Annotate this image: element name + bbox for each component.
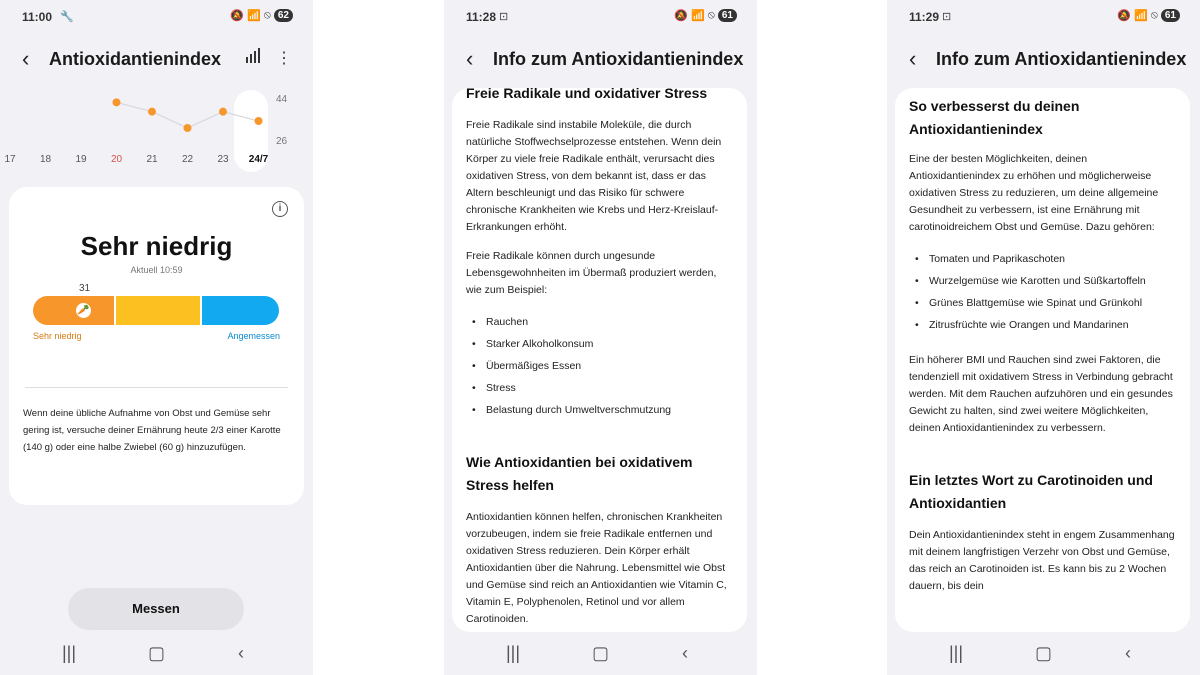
paragraph: Antioxidantien können helfen, chronischen Krankheiten vorzubeugen, indem sie freie Radikale entfernen und oxidativen Stress reduzieren. Dein Körper erhält Antioxidantien über die Nahrung. Lebensmittel wie Obst und Gemüse sind reich an Antioxidantien wie Vitamin C, Vitamin E, Polyphenolen, Retinol und vor allem Carotinoiden. (466, 511, 727, 625)
divider (25, 387, 288, 388)
screen-info-2 (887, 0, 1200, 675)
scale-label-high: Angemessen (227, 331, 280, 341)
back-button[interactable]: ‹ (22, 46, 30, 71)
status-time: 11:29 (909, 10, 940, 24)
signal-bars-icon[interactable] (244, 48, 260, 69)
paragraph: Dein Antioxidantienindex steht in engem Zusammenhang mit deinem langfristigen Verzehr von Obst und Gemüse, das reich an Carotinoiden ist. Es kann bis zu 2 Wochen dauern, bis dein (909, 529, 1175, 592)
recents-icon[interactable]: ||| (62, 643, 77, 663)
score-value: 31 (79, 283, 91, 294)
day-label[interactable]: 17 (4, 154, 16, 165)
paragraph: Eine der besten Möglichkeiten, deinen Antioxidantienindex zu erhöhen und möglicherweise oxidativen Stress zu reduzieren, um deine allgemeine Gesundheit zu verbessern, ist eine Ernährung mit carotinoidreichem Obst und Gemüse. Dazu gehören: (909, 153, 1159, 233)
section-title: Wie Antioxidantien bei oxidativem Stress helfen (466, 454, 693, 493)
home-icon[interactable]: ▢ (592, 643, 610, 663)
list-item: • Übermäßiges Essen (472, 355, 733, 377)
dnd-icon: ⦸ (1150, 9, 1158, 21)
nav-back-icon[interactable]: ‹ (682, 643, 688, 663)
system-nav-bar (0, 635, 313, 675)
screenshot-icon: ⊡ (499, 11, 509, 23)
screen-antioxidant-index (0, 0, 313, 675)
paragraph: Ein höherer BMI und Rauchen sind zwei Faktoren, die tendenziell mit oxidativem Stress in Verbindung gebracht werden. Mit dem Rauchen aufzuhören und ein gesundes Gewicht zu halten, sind zwei weitere Möglichkeiten, deinen Antioxidantienindex zu verbessern. (909, 354, 1173, 434)
home-icon[interactable]: ▢ (148, 643, 166, 663)
scale-segment-adequate (202, 296, 279, 325)
food-list (909, 248, 1176, 336)
list-item: • Grünes Blattgemüse wie Spinat und Grünkohl (915, 292, 1176, 314)
day-label[interactable]: 19 (75, 154, 87, 165)
status-bar (22, 8, 293, 26)
wifi-icon: 📶 (246, 10, 261, 22)
info-icon[interactable]: i (272, 201, 288, 217)
recents-icon[interactable]: ||| (506, 643, 521, 663)
trend-point[interactable] (148, 108, 156, 116)
battery-indicator: 61 (1161, 9, 1180, 22)
dnd-icon: ⦸ (707, 9, 715, 21)
mute-icon: 🔕 (1117, 10, 1131, 22)
page-title: Info zum Antioxidantienindex (493, 49, 744, 69)
paragraph: Freie Radikale können durch ungesunde Lebensgewohnheiten im Übermaß produziert werden, wie zum Beispiel: (466, 250, 717, 296)
nav-back-icon[interactable]: ‹ (1125, 643, 1131, 663)
status-time: 11:28 (466, 10, 497, 24)
system-nav-bar (444, 635, 757, 675)
info-content[interactable] (452, 88, 747, 632)
page-title: Antioxidantienindex (49, 49, 222, 69)
day-label[interactable]: 23 (217, 154, 229, 165)
recents-icon[interactable]: ||| (949, 643, 964, 663)
updated-time: Aktuell 10:59 (130, 265, 183, 275)
section-title: Freie Radikale und oxidativer Stress (466, 88, 708, 101)
screen-info-1 (444, 0, 757, 675)
back-button[interactable]: ‹ (909, 46, 917, 71)
y-tick-bottom: 26 (276, 136, 288, 147)
section-title: Ein letztes Wort zu Carotinoiden und Antioxidantien (909, 472, 1153, 511)
mute-icon: 🔕 (230, 10, 244, 22)
battery-indicator: 62 (274, 9, 293, 22)
mute-icon: 🔕 (674, 10, 688, 22)
advice-text: Wenn deine übliche Aufnahme von Obst und Gemüse sehr gering ist, versuche deiner Ernährung heute 2/3 einer Karotte (140 g) oder eine halbe Zwiebel (60 g) hinzuzufügen. (23, 408, 281, 453)
wifi-icon: 📶 (1133, 10, 1148, 22)
trend-point[interactable] (113, 98, 121, 106)
carrot-marker-icon: 🥕 (73, 300, 94, 321)
app-header (444, 46, 757, 74)
day-label[interactable]: 21 (146, 154, 158, 165)
trend-point[interactable] (219, 108, 227, 116)
system-nav-bar (887, 635, 1200, 675)
index-card (9, 187, 304, 505)
list-item: • Starker Alkoholkonsum (472, 333, 733, 355)
scale-segment-mid (116, 296, 199, 325)
paragraph: Freie Radikale sind instabile Moleküle, die durch natürliche Stoffwechselprozesse entstehen. Wenn dein Körper zu viele freie Radikale enthält, verursacht dies oxidativen Stress, von dem bekannt ist, dass er das Altern beschleunigt und das Risiko für schwere chronische Krankheiten wie Krebs und Herz-Kreislauf-Erkrankungen erhöht. (466, 119, 722, 233)
screenshot-icon: ⊡ (942, 11, 952, 23)
dnd-icon: ⦸ (263, 9, 271, 21)
wrench-icon: 🔧 (60, 11, 74, 23)
app-header (0, 46, 313, 74)
list-item: • Wurzelgemüse wie Karotten und Süßkartoffeln (915, 270, 1176, 292)
risk-list (466, 311, 733, 421)
day-label[interactable]: 20 (110, 154, 123, 165)
day-label[interactable]: 22 (181, 154, 194, 165)
measure-button[interactable]: Messen (68, 588, 244, 630)
app-header (887, 46, 1200, 74)
scale-label-low: Sehr niedrig (33, 331, 82, 341)
list-item: • Zitrusfrüchte wie Orangen und Mandarinen (915, 314, 1176, 336)
back-button[interactable]: ‹ (466, 46, 474, 71)
trend-point[interactable] (184, 124, 192, 132)
trend-point[interactable] (255, 117, 263, 125)
day-label[interactable]: 24/7 (248, 154, 269, 165)
nav-back-icon[interactable]: ‹ (238, 643, 244, 663)
list-item: • Belastung durch Umweltverschmutzung (472, 399, 733, 421)
wifi-icon: 📶 (690, 10, 705, 22)
day-label[interactable]: 18 (39, 154, 52, 165)
y-tick-top: 44 (276, 94, 288, 105)
status-bar (466, 8, 737, 26)
info-content[interactable] (895, 88, 1190, 632)
trend-chart (0, 86, 313, 176)
section-title: So verbesserst du deinen Antioxidantienindex (909, 98, 1080, 137)
index-scale-bar (33, 296, 279, 325)
more-options-icon[interactable]: ⋮ (276, 50, 292, 67)
list-item: • Rauchen (472, 311, 733, 333)
index-level: Sehr niedrig (80, 231, 233, 261)
status-time: 11:00 (22, 10, 53, 24)
home-icon[interactable]: ▢ (1035, 643, 1053, 663)
battery-indicator: 61 (718, 9, 737, 22)
status-bar (909, 8, 1180, 26)
list-item: • Stress (472, 377, 733, 399)
list-item: • Tomaten und Paprikaschoten (915, 248, 1176, 270)
page-title: Info zum Antioxidantienindex (936, 49, 1187, 69)
